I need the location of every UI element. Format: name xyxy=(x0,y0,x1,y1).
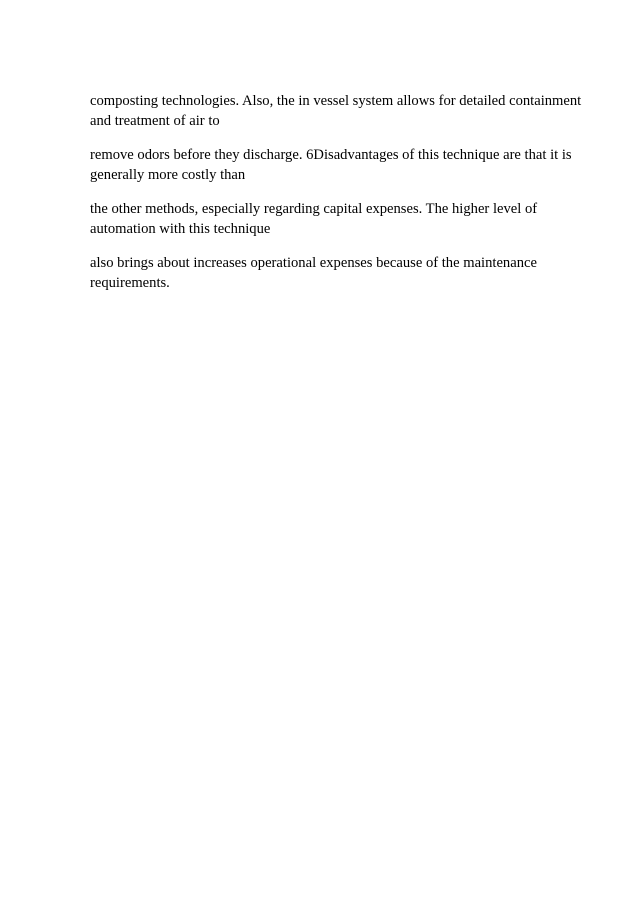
paragraph-1: composting technologies. Also, the in vessel system allows for detailed containment and treatment of air to xyxy=(90,93,582,129)
paragraph-4: also brings about increases operational expenses because of the maintenance requirements. xyxy=(90,255,537,291)
body-text xyxy=(90,91,595,307)
paragraph-3: the other methods, especially regarding capital expenses. The higher level of automation with this technique xyxy=(90,201,538,237)
paragraph-2: remove odors before they discharge. 6Disadvantages of this technique are that it is generally more costly than xyxy=(90,147,572,183)
